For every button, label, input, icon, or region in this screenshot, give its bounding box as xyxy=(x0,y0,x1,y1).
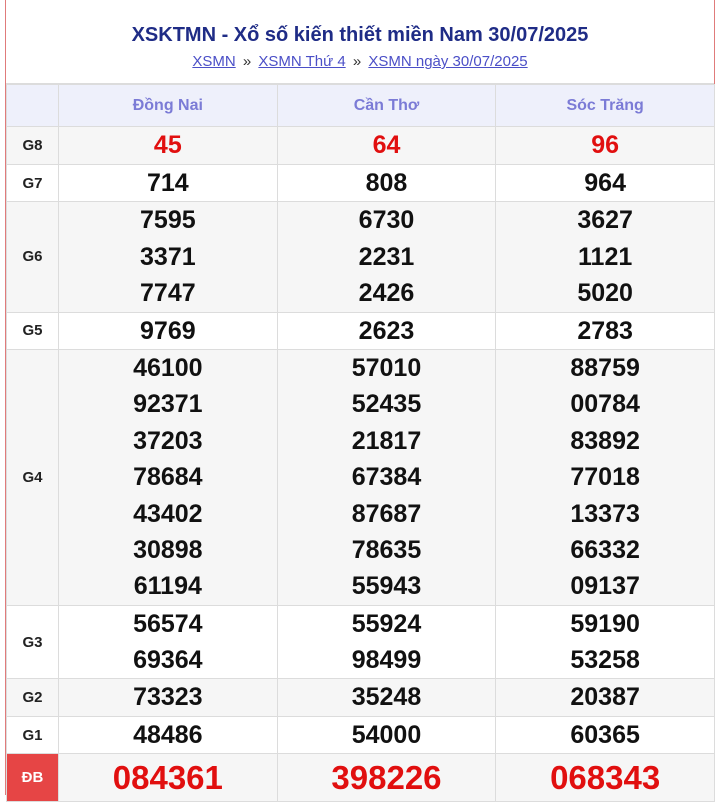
prize-number: 37203 xyxy=(133,426,203,455)
prize-cell xyxy=(59,716,278,753)
prize-cell xyxy=(277,312,496,349)
prize-cell xyxy=(277,202,496,312)
prize-number: 43402 xyxy=(133,499,203,528)
breadcrumb-link-xsmn[interactable]: XSMN xyxy=(192,53,236,70)
province-name[interactable]: Đồng Nai xyxy=(59,85,278,127)
prize-cell xyxy=(496,127,715,165)
prize-label: G5 xyxy=(7,312,59,349)
prize-row-g2 xyxy=(7,679,715,716)
prize-number: 57010 xyxy=(351,353,422,382)
breadcrumb xyxy=(6,52,714,72)
results-table xyxy=(6,84,715,802)
prize-cell xyxy=(277,605,496,679)
prize-number: 67384 xyxy=(351,463,422,492)
prize-row-g1 xyxy=(7,716,715,753)
prize-cell xyxy=(277,127,496,165)
prize-number: 54000 xyxy=(351,720,422,749)
prize-number: 5020 xyxy=(577,279,633,308)
prize-cell xyxy=(496,202,715,312)
prize-number: 48486 xyxy=(133,720,203,749)
prize-number: 78684 xyxy=(133,463,203,492)
prize-cell xyxy=(59,165,278,202)
prize-number: 3371 xyxy=(140,242,196,271)
prize-number: 53258 xyxy=(570,646,640,675)
prize-cell xyxy=(277,716,496,753)
prize-number: 7747 xyxy=(140,279,196,308)
province-header-row xyxy=(7,85,715,127)
prize-number: 1121 xyxy=(578,242,633,271)
prize-cell xyxy=(496,605,715,679)
prize-label: G2 xyxy=(7,679,59,716)
prize-cell xyxy=(59,349,278,605)
prize-number: 21817 xyxy=(351,426,422,455)
prize-number: 98499 xyxy=(351,646,422,675)
prize-number: 2623 xyxy=(358,316,415,345)
prize-number: 2783 xyxy=(577,316,633,345)
prize-number: 56574 xyxy=(133,609,203,638)
prize-cell xyxy=(496,679,715,716)
page-title: XSKTMN - Xổ số kiến thiết miền Nam 30/07/2025 xyxy=(131,24,589,46)
prize-number: 60365 xyxy=(570,720,640,749)
prize-number: 068343 xyxy=(550,758,661,796)
prize-number: 55924 xyxy=(351,609,422,638)
prize-number: 13373 xyxy=(570,499,640,528)
prize-number: 64 xyxy=(372,131,401,160)
prize-number: 73323 xyxy=(133,683,203,712)
prize-number: 714 xyxy=(146,169,189,197)
prize-number: 96 xyxy=(591,131,620,160)
prize-number: 92371 xyxy=(133,390,203,419)
prize-number: 2231 xyxy=(358,242,415,271)
breadcrumb-separator: » xyxy=(352,53,362,70)
prize-number: 2426 xyxy=(358,279,415,308)
prize-number: 69364 xyxy=(133,646,203,675)
prize-label: G7 xyxy=(7,165,59,202)
prize-row-g3 xyxy=(7,605,715,679)
province-name[interactable]: Cần Thơ xyxy=(277,85,496,127)
prize-number: 20387 xyxy=(570,683,640,712)
prize-number: 808 xyxy=(365,169,408,197)
prize-number: 83892 xyxy=(570,426,640,455)
prize-number: 30898 xyxy=(133,535,203,564)
prize-label: ĐB xyxy=(7,754,59,802)
prize-number: 35248 xyxy=(351,683,422,712)
prize-number: 964 xyxy=(584,169,626,197)
prize-number: 46100 xyxy=(133,353,203,382)
prize-cell xyxy=(59,202,278,312)
prize-row-g7 xyxy=(7,165,715,202)
prize-number: 77018 xyxy=(570,463,640,492)
prize-number: 09137 xyxy=(570,572,640,601)
prize-row-g8 xyxy=(7,127,715,165)
results-header xyxy=(6,0,714,84)
prize-number: 78635 xyxy=(351,535,422,564)
prize-number: 7595 xyxy=(140,206,196,235)
prize-number: 398226 xyxy=(331,758,442,796)
prize-number: 61194 xyxy=(133,572,202,601)
prize-row-g6 xyxy=(7,202,715,312)
prize-cell xyxy=(59,312,278,349)
prize-number: 9769 xyxy=(140,316,196,345)
prize-label: G4 xyxy=(7,349,59,605)
prize-number: 45 xyxy=(153,131,182,160)
prize-number: 88759 xyxy=(570,353,640,382)
prize-cell xyxy=(59,127,278,165)
prize-cell xyxy=(496,165,715,202)
prize-cell xyxy=(496,716,715,753)
breadcrumb-link-weekday[interactable]: XSMN Thứ 4 xyxy=(258,53,346,70)
prize-number: 87687 xyxy=(351,499,422,528)
prize-number: 6730 xyxy=(358,206,415,235)
breadcrumb-separator: » xyxy=(242,53,252,70)
province-name[interactable]: Sóc Trăng xyxy=(496,85,715,127)
prize-label: G3 xyxy=(7,605,59,679)
prize-cell xyxy=(277,165,496,202)
prize-number: 3627 xyxy=(577,206,633,235)
prize-cell xyxy=(496,349,715,605)
prize-label: G8 xyxy=(7,127,59,165)
prize-cell xyxy=(277,679,496,716)
prize-number: 66332 xyxy=(570,535,640,564)
prize-number: 55943 xyxy=(351,572,422,601)
prize-number: 52435 xyxy=(351,390,422,419)
prize-cell xyxy=(277,349,496,605)
corner-cell xyxy=(7,85,59,127)
prize-row-g5 xyxy=(7,312,715,349)
prize-number: 00784 xyxy=(570,390,640,419)
prize-cell xyxy=(59,605,278,679)
prize-label: G1 xyxy=(7,716,59,753)
prize-cell xyxy=(496,312,715,349)
prize-label: G6 xyxy=(7,202,59,312)
prize-cell xyxy=(59,679,278,716)
prize-number: 084361 xyxy=(112,758,223,796)
prize-number: 59190 xyxy=(570,609,640,638)
breadcrumb-link-date[interactable]: XSMN ngày 30/07/2025 xyxy=(368,53,528,70)
results-panel xyxy=(5,0,715,795)
prize-row-g4 xyxy=(7,349,715,605)
